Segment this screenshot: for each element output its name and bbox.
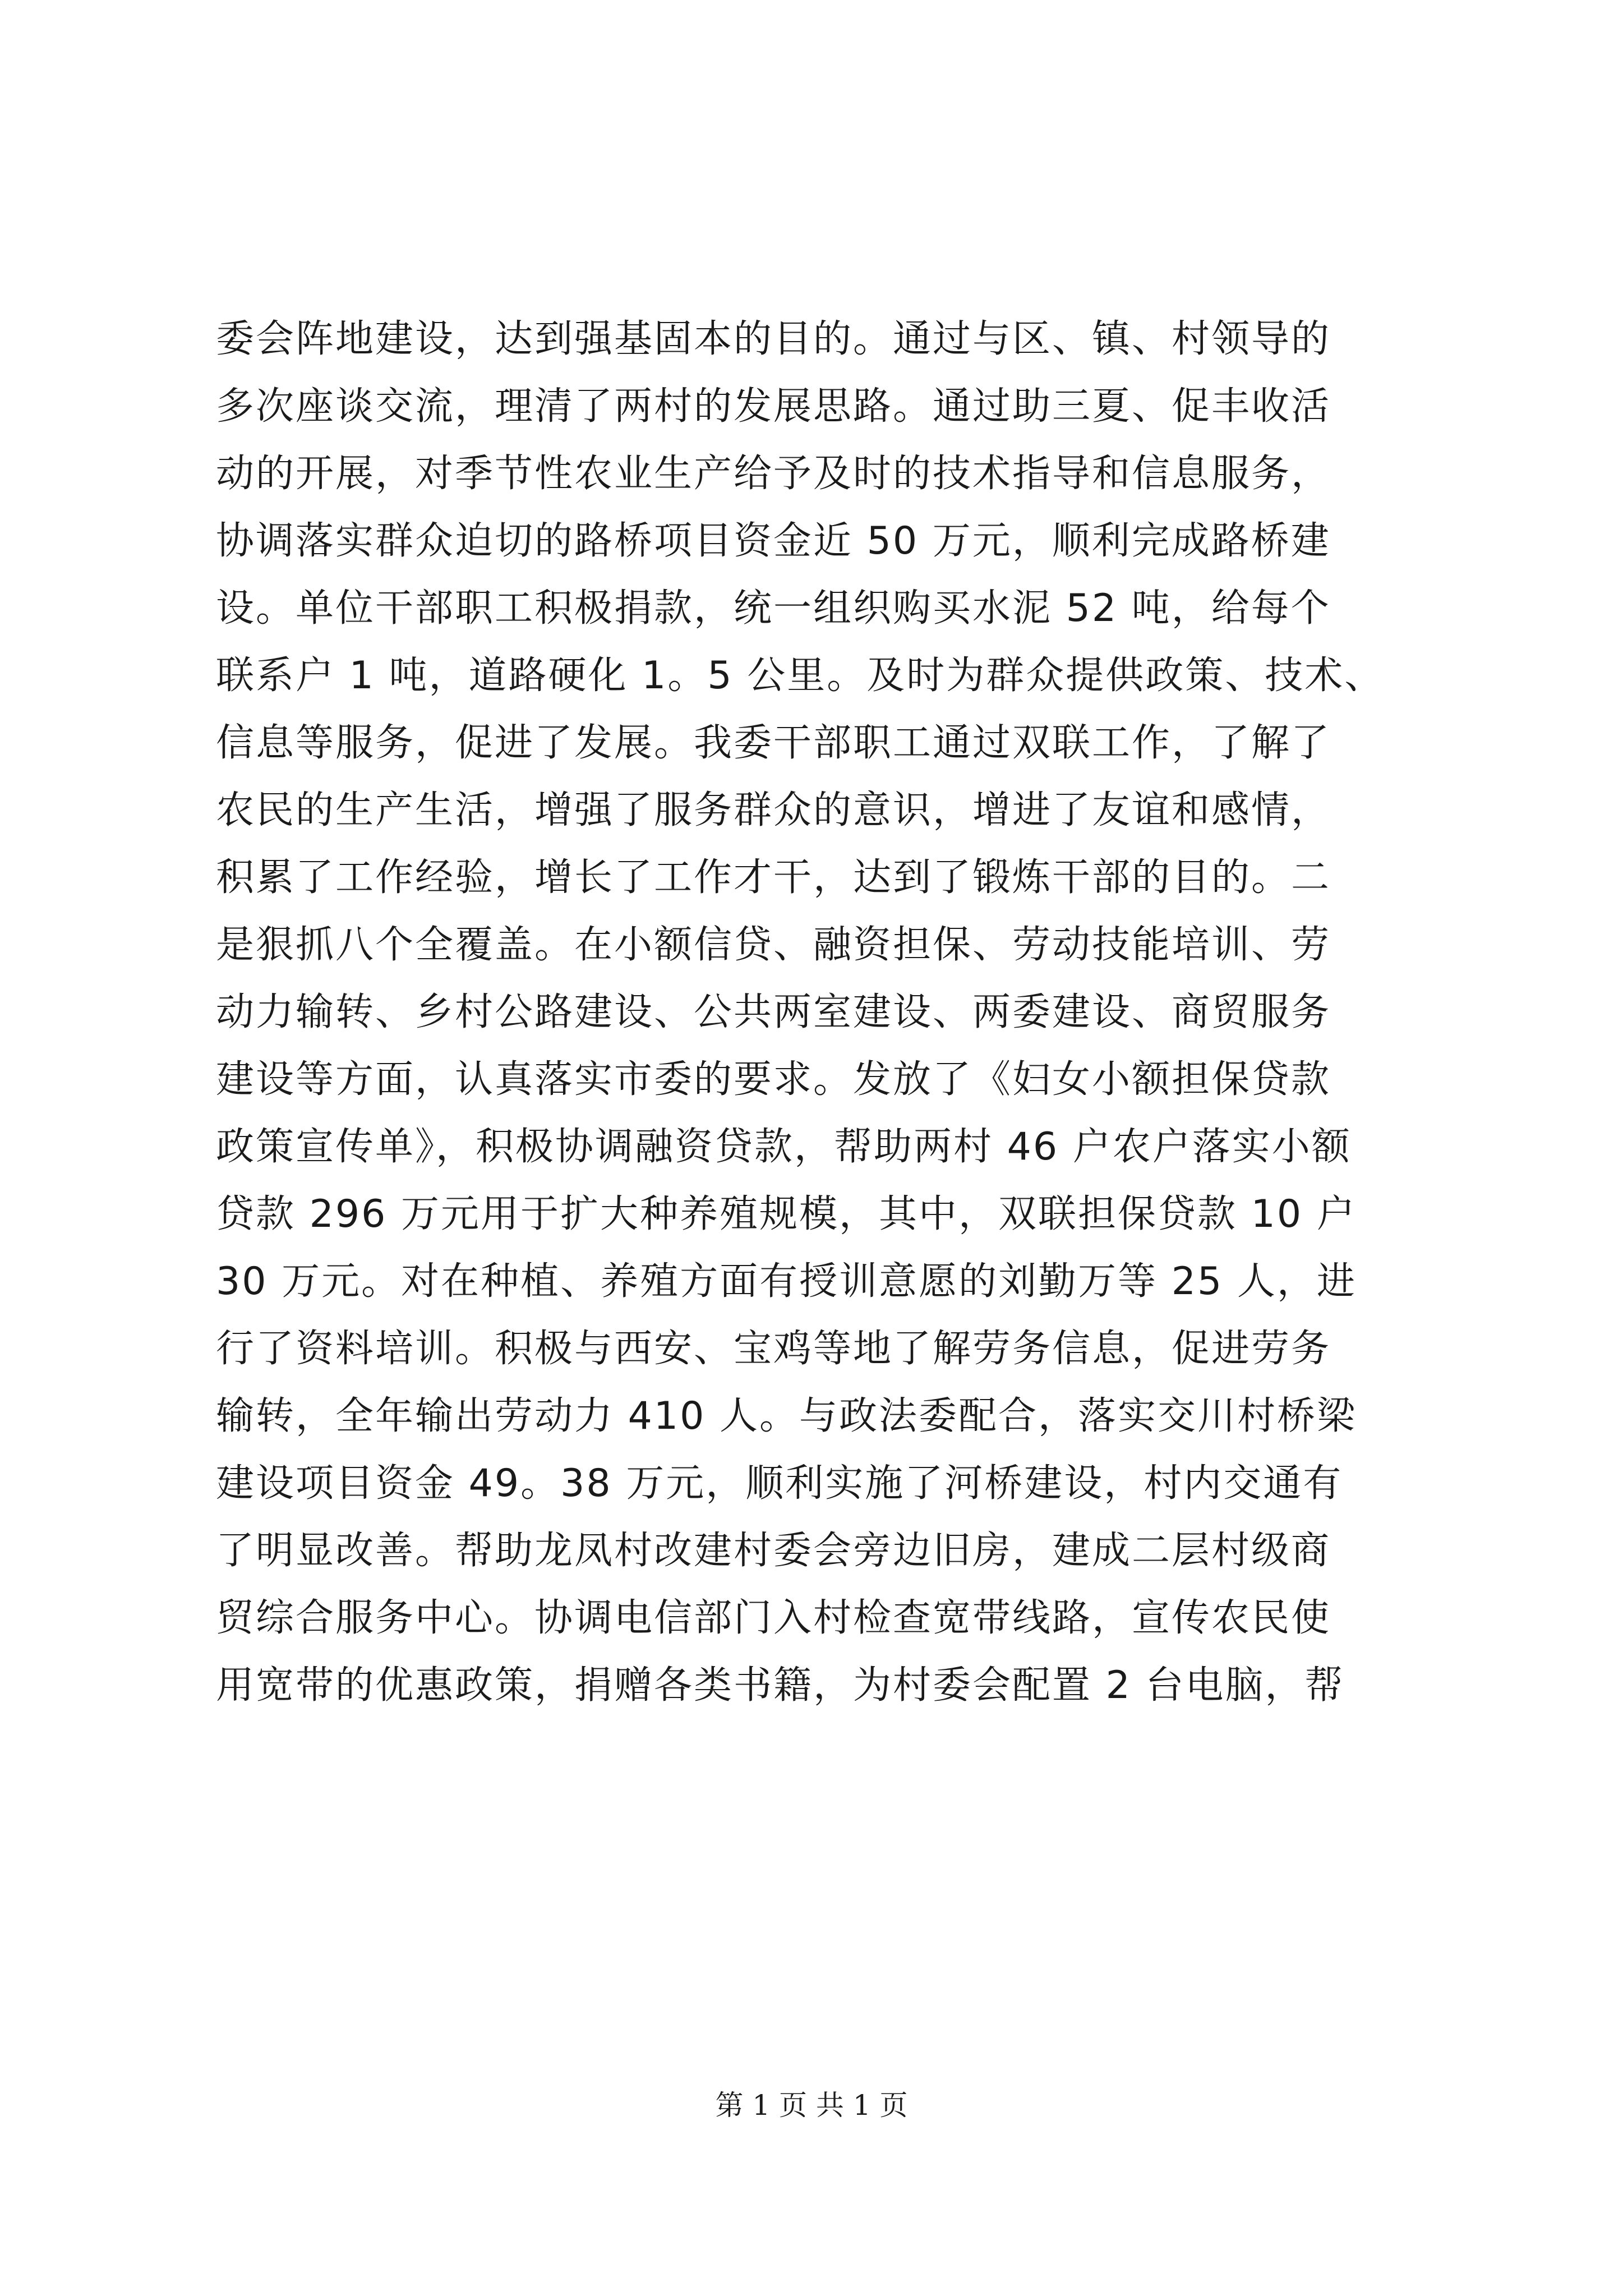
text-line: 农民的生产生活，增强了服务群众的意识，增进了友谊和感情， [216,788,1331,832]
text-line: 动的开展，对季节性农业生产给予及时的技术指导和信息服务， [216,452,1331,496]
text-line: 建设等方面，认真落实市委的要求。发放了《妇女小额担保贷款 [216,1057,1331,1102]
text-line: 委会阵地建设，达到强基固本的目的。通过与区、镇、村领导的 [216,317,1331,361]
text-line: 联系户 1 吨，道路硬化 1。5 公里。及时为群众提供政策、技术、 [216,654,1385,698]
text-line: 政策宣传单》，积极协调融资贷款，帮助两村 46 户农户落实小额 [216,1125,1352,1169]
text-line: 建设项目资金 49。38 万元，顺利实施了河桥建设，村内交通有 [216,1461,1343,1506]
body-text [216,306,1422,1719]
text-line: 设。单位干部职工积极捐款，统一组织购买水泥 52 吨，给每个 [216,586,1331,631]
page-footer: 第 1 页 共 1 页 [715,2089,908,2122]
text-line: 行了资料培训。积极与西安、宝鸡等地了解劳务信息，促进劳务 [216,1327,1331,1371]
text-line: 信息等服务，促进了发展。我委干部职工通过双联工作，了解了 [216,721,1331,765]
text-line: 输转，全年输出劳动力 410 人。与政法委配合，落实交川村桥梁 [216,1394,1357,1438]
text-line: 协调落实群众迫切的路桥项目资金近 50 万元，顺利完成路桥建 [216,519,1331,563]
text-line: 用宽带的优惠政策，捐赠各类书籍，为村委会配置 2 台电脑，帮 [216,1663,1345,1708]
text-line: 积累了工作经验，增长了工作才干，达到了锻炼干部的目的。二 [216,855,1331,900]
text-line: 是狠抓八个全覆盖。在小额信贷、融资担保、劳动技能培训、劳 [216,923,1331,967]
text-line: 多次座谈交流，理清了两村的发展思路。通过助三夏、促丰收活 [216,384,1331,429]
text-line: 了明显改善。帮助龙凤村改建村委会旁边旧房，建成二层村级商 [216,1529,1331,1573]
text-line: 动力输转、乡村公路建设、公共两室建设、两委建设、商贸服务 [216,990,1331,1034]
text-line: 贸综合服务中心。协调电信部门入村检查宽带线路，宣传农民使 [216,1596,1331,1640]
text-line: 30 万元。对在种植、养殖方面有授训意愿的刘勤万等 25 人，进 [216,1259,1357,1304]
text-line: 贷款 296 万元用于扩大种养殖规模，其中，双联担保贷款 10 户 [216,1192,1357,1236]
